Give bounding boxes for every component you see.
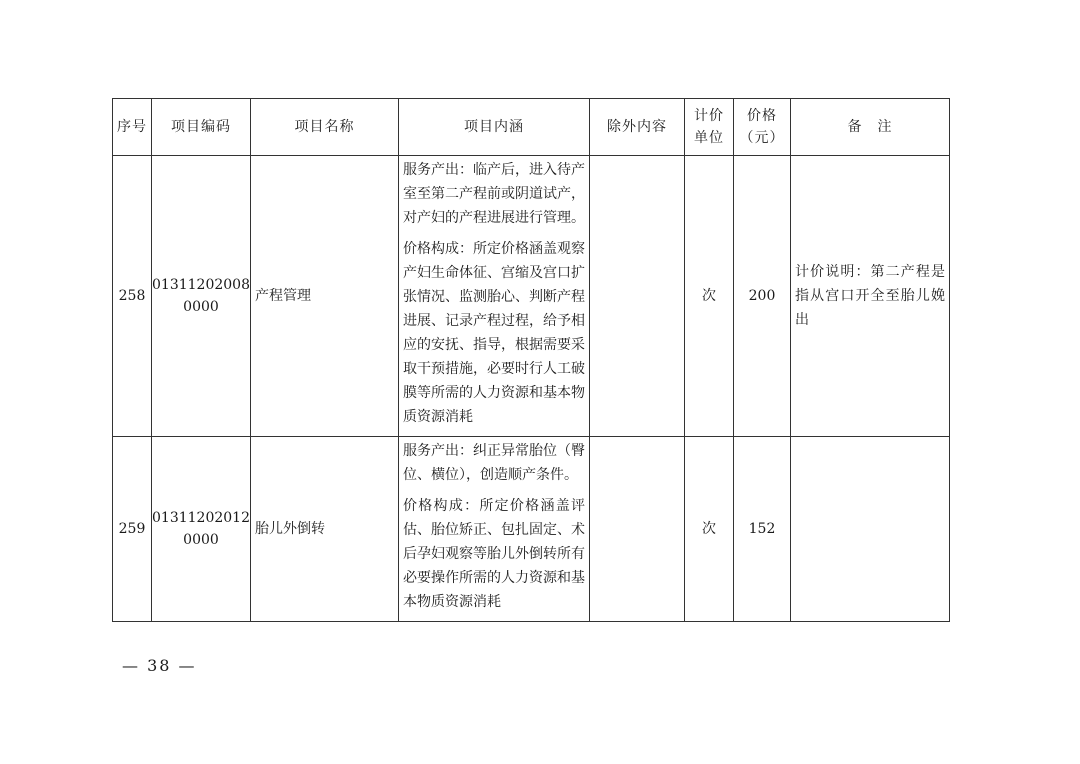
row-seq: 259 <box>113 437 152 622</box>
row-code-line1: 01311202012 <box>152 510 250 526</box>
header-price-line1: 价格 <box>747 108 777 124</box>
row-content <box>399 156 590 437</box>
price-table <box>112 98 950 622</box>
row-unit: 次 <box>685 437 734 622</box>
header-code: 项目编码 <box>152 99 251 156</box>
row-remarks <box>791 437 950 622</box>
row-remarks: 计价说明：第二产程是指从宫口开全至胎儿娩出 <box>791 156 950 437</box>
row-code <box>152 156 251 437</box>
table-header-row <box>113 99 950 156</box>
header-remarks: 备 注 <box>791 99 950 156</box>
row-code <box>152 437 251 622</box>
row-code-line1: 01311202008 <box>152 277 250 293</box>
row-name: 胎儿外倒转 <box>251 437 399 622</box>
page-number: — 38 — <box>122 656 197 675</box>
table-row <box>113 156 950 437</box>
row-name: 产程管理 <box>251 156 399 437</box>
row-price: 152 <box>734 437 791 622</box>
row-content-price: 价格构成：所定价格涵盖评估、胎位矫正、包扎固定、术后孕妇观察等胎儿外倒转所有必要操作所需的人力资源和基本物质资源消耗 <box>403 498 585 610</box>
row-unit: 次 <box>685 156 734 437</box>
header-unit-line2: 单位 <box>694 130 724 146</box>
row-code-line2: 0000 <box>183 532 219 548</box>
table-row <box>113 437 950 622</box>
header-unit-line1: 计价 <box>694 108 724 124</box>
row-content-price: 价格构成：所定价格涵盖观察产妇生命体征、宫缩及宫口扩张情况、监测胎心、判断产程进展、记录产程过程，给予相应的安抚、指导，根据需要采取干预措施，必要时行人工破膜等所需的人力资源和基本物质资源消耗 <box>403 241 585 425</box>
header-unit <box>685 99 734 156</box>
row-excluded <box>590 437 685 622</box>
header-content: 项目内涵 <box>399 99 590 156</box>
row-code-line2: 0000 <box>183 299 219 315</box>
header-excluded: 除外内容 <box>590 99 685 156</box>
row-seq: 258 <box>113 156 152 437</box>
header-name: 项目名称 <box>251 99 399 156</box>
row-content-service: 服务产出：纠正异常胎位（臀位、横位），创造顺产条件。 <box>403 443 585 483</box>
row-excluded <box>590 156 685 437</box>
header-price-line2: （元） <box>739 130 785 146</box>
row-content <box>399 437 590 622</box>
row-price: 200 <box>734 156 791 437</box>
header-seq: 序号 <box>113 99 152 156</box>
row-content-service: 服务产出：临产后，进入待产室至第二产程前或阴道试产，对产妇的产程进展进行管理。 <box>403 162 585 226</box>
header-price <box>734 99 791 156</box>
